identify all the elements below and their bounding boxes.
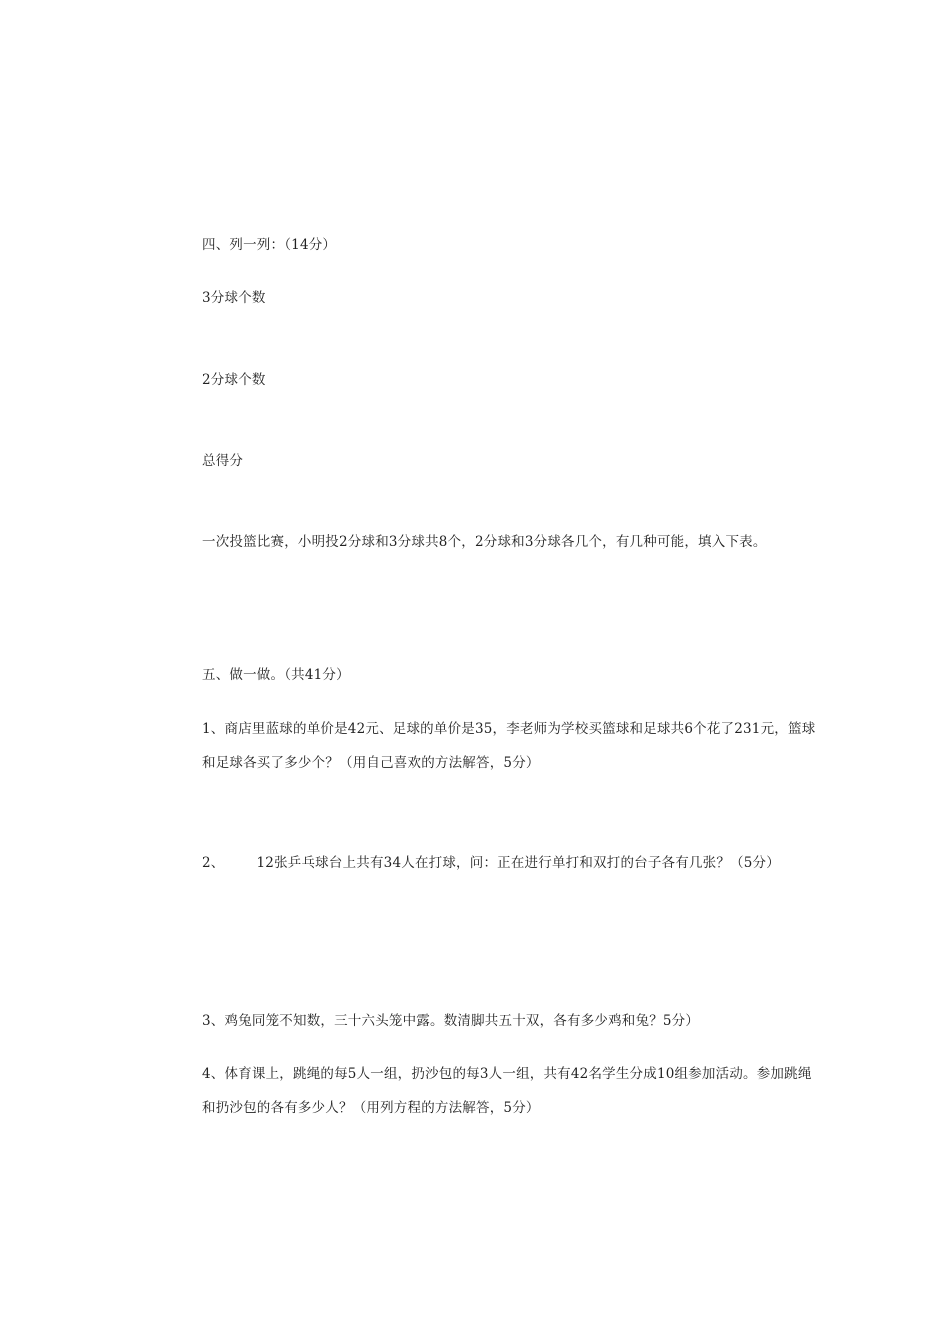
section-4-title: 四、列一列：（14分） — [202, 237, 337, 253]
question-4: 4、体育课上，跳绳的每5人一组，扔沙包的每3人一组，共有42名学生分成10组参加活动。参加跳绳和扔沙包的各有多少人？（用列方程的方法解答，5分） — [202, 1066, 812, 1116]
table-row-label-total-score: 总得分 — [202, 453, 244, 469]
section-4-problem: 一次投篮比赛，小明投2分球和3分球共8个，2分球和3分球各几个，有几种可能，填入下表。 — [202, 534, 767, 550]
question-2-text: 12张乒乓球台上共有34人在打球，问：正在进行单打和双打的台子各有几张？（5分） — [256, 855, 780, 871]
section-5-title: 五、做一做。（共41分） — [202, 667, 350, 683]
table-row-label-three-point: 3分球个数 — [202, 290, 266, 306]
question-2-number: 2、 — [202, 855, 225, 871]
question-3: 3、鸡兔同笼不知数，三十六头笼中露。数清脚共五十双，各有多少鸡和兔？5分） — [202, 1013, 700, 1029]
question-2 — [202, 854, 780, 873]
question-1: 1、商店里蓝球的单价是42元、足球的单价是35，李老师为学校买篮球和足球共6个花了231元，篮球和足球各买了多少个？（用自己喜欢的方法解答，5分） — [202, 721, 816, 771]
table-row-label-two-point: 2分球个数 — [202, 372, 266, 388]
